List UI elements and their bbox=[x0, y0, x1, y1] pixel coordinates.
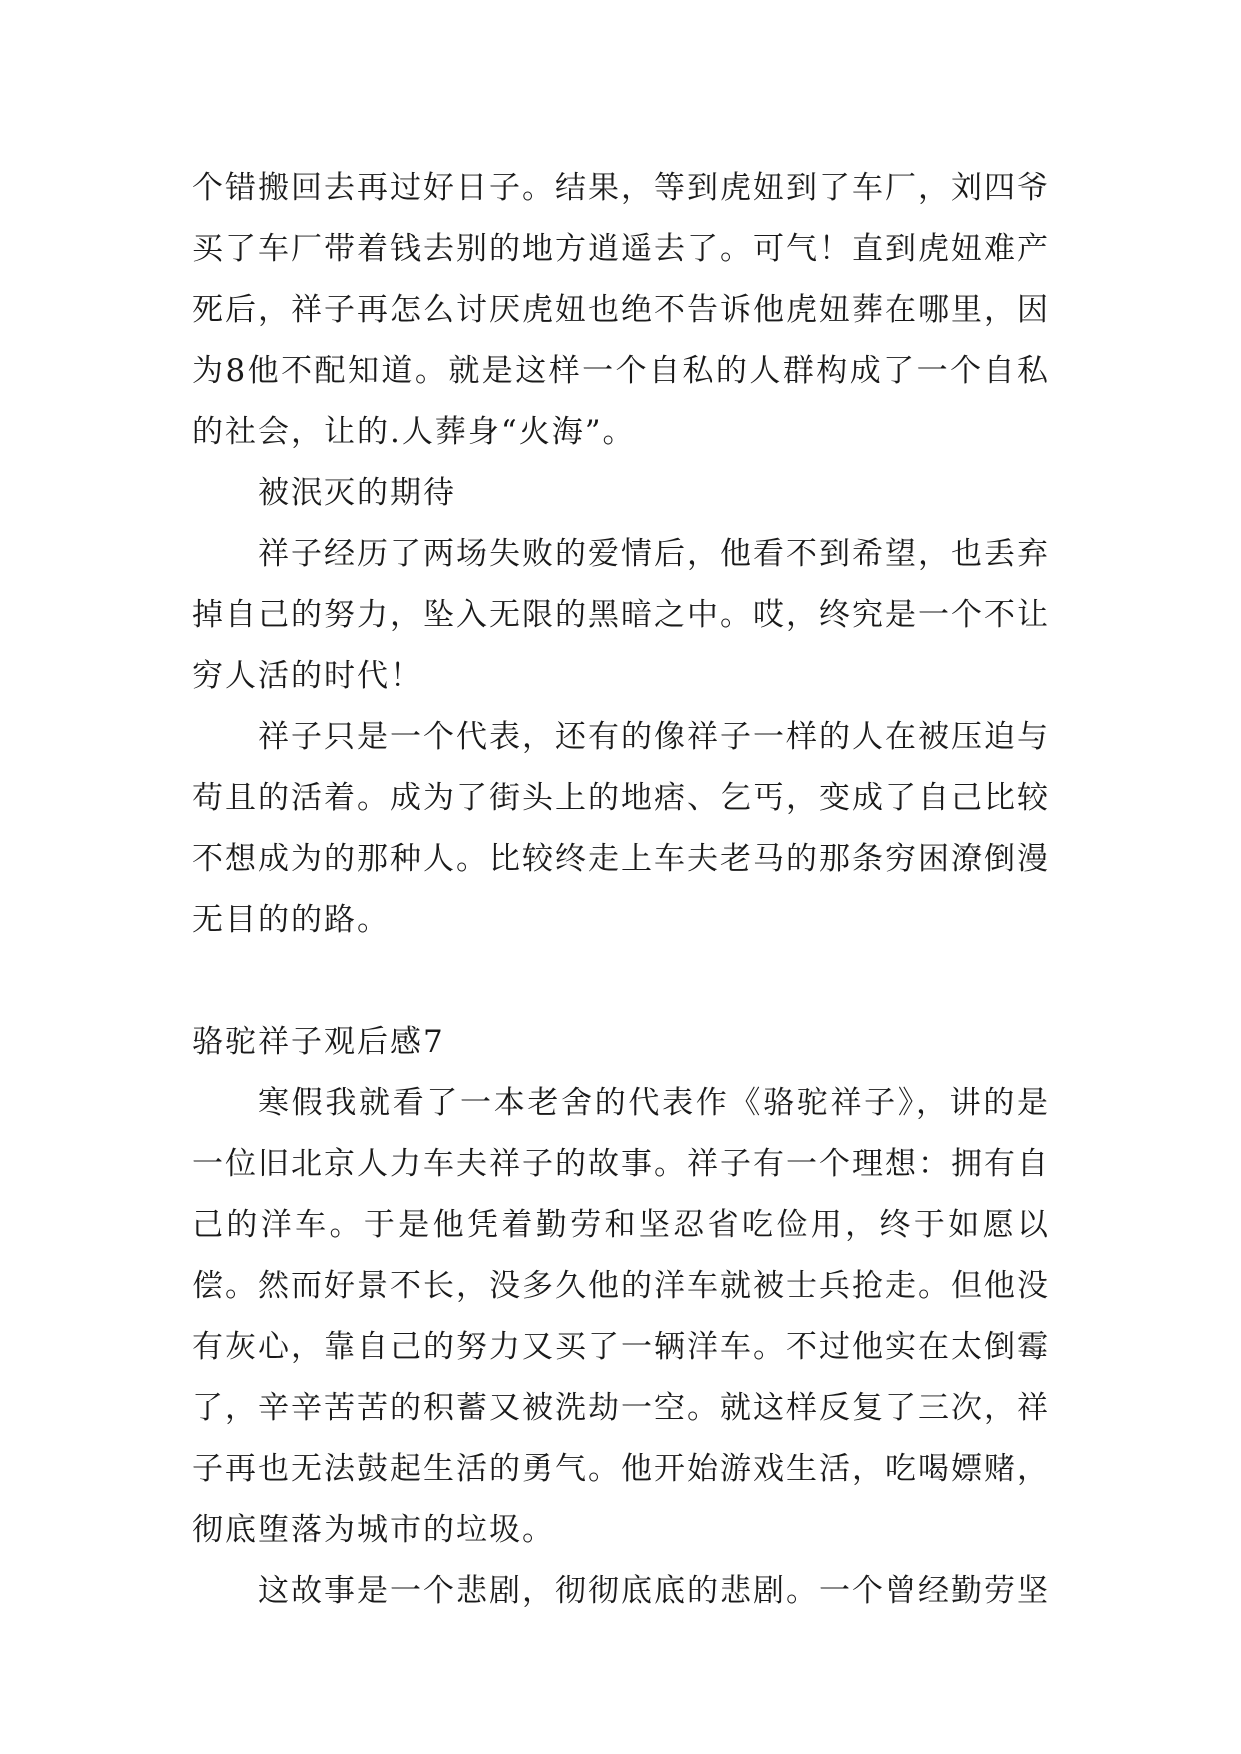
paragraph: 寒假我就看了一本老舍的代表作《骆驼祥子》，讲的是一位旧北京人力车夫祥子的故事。祥子有一个理想：拥有自己的洋车。于是他凭着勤劳和坚忍省吃俭用，终于如愿以偿。然而好景不长，没多久他的洋车就被士兵抢走。但他没有灰心，靠自己的努力又买了一辆洋车。不过他实在太倒霉了，辛辛苦苦的积蓄又被洗劫一空。就这样反复了三次，祥子再也无法鼓起生活的勇气。他开始游戏生活，吃喝嫖赌，彻底堕落为城市的垃圾。 bbox=[192, 1085, 1050, 1548]
paragraph: 祥子经历了两场失败的爱情后，他看不到希望，也丢弃掉自己的努力，坠入无限的黑暗之中。哎，终究是一个不让穷人活的时代！ bbox=[192, 536, 1050, 694]
document-body bbox=[192, 158, 1050, 1622]
paragraph-continued: 个错搬回去再过好日子。结果，等到虎妞到了车厂，刘四爷买了车厂带着钱去别的地方逍遥去了。可气！直到虎妞难产死后，祥子再怎么讨厌虎妞也绝不告诉他虎妞葬在哪里，因为8他不配知道。就是这样一个自私的人群构成了一个自私的社会，让的.人葬身“火海”。 bbox=[192, 170, 1050, 450]
paragraph: 这故事是一个悲剧，彻彻底底的悲剧。一个曾经勤劳坚 bbox=[258, 1573, 1050, 1609]
paragraph: 祥子只是一个代表，还有的像祥子一样的人在被压迫与苟且的活着。成为了街头上的地痞、乞丐，变成了自己比较不想成为的那种人。比较终走上车夫老马的那条穷困潦倒漫无目的的路。 bbox=[192, 719, 1050, 938]
paragraph-spacer bbox=[192, 951, 1050, 1012]
subheading: 被泯灭的期待 bbox=[258, 475, 456, 511]
section-title: 骆驼祥子观后感7 bbox=[192, 1024, 445, 1060]
